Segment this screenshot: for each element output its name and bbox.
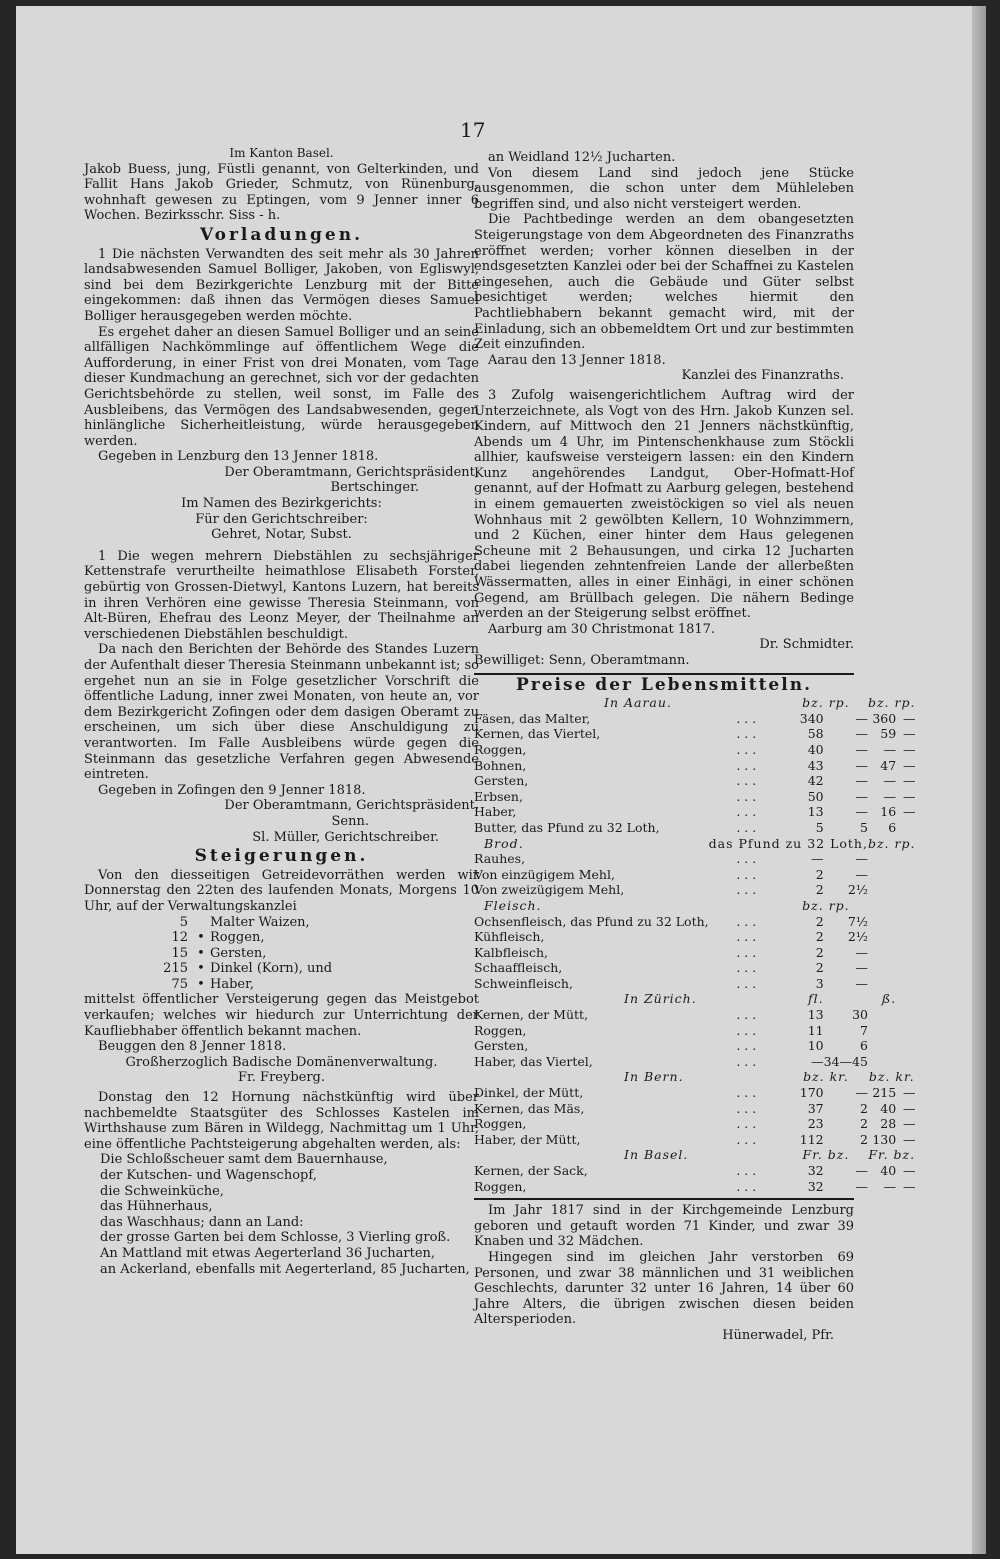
price-value: 16	[880, 804, 897, 820]
price-item: Gersten,	[474, 773, 529, 789]
price-value: 43	[807, 757, 824, 773]
grain-row: 215 • Dinkel (Korn), und	[163, 961, 333, 977]
table-section-header: Brod. das Pfund zu 32 Loth, bz. rp.	[484, 835, 916, 851]
price-value: 112	[799, 1131, 824, 1147]
right-column	[474, 150, 916, 1344]
price-value: 2½	[847, 882, 868, 898]
price-value: 6	[888, 819, 897, 835]
table-row: Von einzügigem Mehl, . . . 2 —	[474, 866, 868, 882]
price-value: —	[855, 1163, 868, 1178]
price-value: 2	[860, 1100, 868, 1116]
lenzburg-births: Im Jahr 1817 sind in der Kirchgemeinde Lenzburg geboren und getauft worden 71 Kinder, und zwar 39 Knaben und 32 Mädchen.	[474, 1203, 854, 1250]
steigerung-3-given: Aarburg am 30 Christmonat 1817.	[488, 621, 716, 637]
property-item: der grosse Garten bei dem Schlosse, 3 Vierling groß.	[100, 1230, 451, 1246]
price-value: 130	[872, 1131, 897, 1147]
prices-heading: Preise der Lebensmitteln.	[515, 674, 812, 695]
approval-line: Bewilliget: Senn, Oberamtmann.	[474, 653, 690, 668]
table-section-header: In Aarau. bz. rp. bz. rp.	[604, 695, 916, 711]
vorladungen-heading: Vorladungen.	[200, 224, 363, 245]
property-item: an Ackerland, ebenfalls mit Aegerterland, 85 Jucharten,	[100, 1261, 470, 1277]
price-value: —	[855, 944, 868, 960]
price-value: —	[855, 866, 868, 882]
table-section-header: In Zürich. fl. ß.	[624, 991, 897, 1007]
page-number: 17	[460, 118, 486, 142]
price-value: 11	[807, 1022, 824, 1038]
property-item: die Schweinküche,	[100, 1183, 224, 1199]
price-value: —	[902, 741, 916, 757]
table-row: Gersten, . . . 10 6	[474, 1038, 868, 1054]
steigerung-2-paragraph: Donstag den 12 Hornung nächstkünftig wird über nachbemeldte Staatsgüter des Schlosses Kastelen im Wirthshause zum Bären in Wildegg, Nachmittag um 1 Uhr, eine öffentliche Pachtsteigerung abgehalten werden, als:	[84, 1090, 479, 1152]
price-item: Schaaffleisch,	[474, 960, 563, 976]
price-value: 2	[815, 913, 824, 929]
section-divider	[474, 1198, 854, 1200]
price-item: Roggen,	[474, 1022, 527, 1038]
price-value: —	[902, 1116, 916, 1132]
kanton-basel-text: Jakob Buess, jung, Füstli genannt, von Gelterkinden, und Fallit Hans Jakob Grieder, Schmutz, von Rünenburg, wohnhaft gewesen zu Eptingen, vom 9 Jenner inner 6 Wochen. Bezirksschr. Siss - h.	[84, 161, 479, 224]
price-value: —	[902, 1131, 916, 1147]
price-value: —	[855, 741, 868, 757]
price-item: Roggen,	[474, 1116, 527, 1132]
price-item: Haber, das Viertel,	[474, 1053, 593, 1069]
grain-row: 12 • Roggen,	[171, 930, 265, 946]
price-value: 2	[860, 1131, 868, 1147]
price-value: 360	[872, 710, 897, 726]
price-value	[896, 820, 915, 836]
steigerung-3-paragraph: 3 Zufolg waisengerichtlichem Auftrag wird der Unterzeichnete, als Vogt von des Hrn. Jakob Kunzen sel. Kindern, auf Mittwoch den 21 Jenners nächstkünftig, Abends um 4 Uhr, im Pintenschenkhause zum Stöckli allhier, kaufsweise versteigern lassen: ein den Kindern Kunz angehörendes Landgut, Ober-Hofmatt-Hof genannt, auf der Hofmatt zu Aarburg gelegen, bestehend in einem gemauerten zweistöckigen so viel als neuen Wohnhaus mit 2 gewölbten Kellern, 10 Wohnzimmern, und 2 Küchen, einer hinter dem Haus gelegenen Scheune mit 2 Behausungen, und cirka 12 Jucharten dabei liegenden zehntenfreien Lande der allerbeßten Wässermatten, alles in einer Einhägi, in einer schönen Gegend, am Brüllbach gelegen. Die nähern Bedinge werden an der Steigerung selbst eröffnet.	[474, 387, 854, 622]
price-value: —	[902, 1100, 916, 1116]
table-row: Dinkel, der Mütt, . . . 170 — 215 —	[474, 1085, 916, 1101]
price-item: Butter, das Pfund zu 32 Loth,	[474, 819, 660, 835]
vorladung-1-given: Gegeben in Lenzburg den 13 Jenner 1818.	[98, 449, 379, 465]
left-column	[84, 146, 479, 1277]
price-value: 42	[807, 773, 824, 789]
price-item: Schweinfleisch,	[474, 975, 573, 991]
price-value: 23	[807, 1116, 824, 1132]
price-value: —	[902, 726, 916, 742]
vorladung-1-clerk-name: Gehret, Notar, Subst.	[211, 527, 352, 543]
table-row: Haber, das Viertel, . . . — 34—45	[474, 1053, 868, 1069]
vorladung-2-paragraph-2: Da nach den Berichten der Behörde des Standes Luzern der Aufenthalt dieser Theresia Steinmann unbekannt ist; so ergehet nun an sie in Folge gesetzlicher Vorschrift die öffentliche Ladung, inner zwei Monaten, von heute an, vor dem Bezirkgericht Zofingen oder dem dasigen Oberamt zu erscheinen, um sich über diese Anschuldigung zu verantworten. Im Falle Ausbleibens würde gegen die Steinmann das gesetzliche Verfahren gegen Abwesende eintreten.	[84, 642, 479, 783]
vorladung-1-paragraph-2: Es ergehet daher an diesen Samuel Bolliger und an seine allfälligen Nachkömmlinge auf öffentlichem Wege die Aufforderung, in einer Frist von drei Monaten, vom Tage dieser Kundmachung an gerechnet, sich vor der gedachten Gerichtsbehörde zu stellen, weil sonst, im Falle des Ausbleibens, das Vermögen des Landsabwesenden, gegen hinlängliche Sicherheitleistung, würde herausgegeben werden.	[84, 324, 479, 449]
newspaper-page	[16, 6, 986, 1554]
price-value: 32	[807, 1163, 824, 1178]
price-value: —	[855, 1085, 868, 1101]
price-value: —	[811, 851, 824, 867]
price-value: —	[902, 788, 916, 804]
price-value: —	[855, 726, 868, 742]
price-value: —	[902, 757, 916, 773]
price-item: Kernen, der Mütt,	[474, 1007, 589, 1023]
price-value: 2	[815, 960, 824, 976]
property-item: der Kutschen- und Wagenschopf,	[100, 1168, 317, 1183]
price-item: Rauhes,	[474, 851, 526, 867]
price-value: 58	[807, 726, 824, 742]
steigerung-1-signature-name: Fr. Freyberg.	[237, 1070, 326, 1086]
price-value: —	[902, 710, 916, 726]
price-value: —	[855, 788, 868, 804]
price-value: —	[902, 773, 916, 789]
price-value: —	[883, 741, 897, 757]
price-value: —	[855, 757, 868, 773]
table-row: Rauhes, . . . — —	[474, 851, 868, 867]
table-row: Ochsenfleisch, das Pfund zu 32 Loth, . . . 2 7½	[474, 913, 868, 929]
vorladung-2-signature: Der Oberamtmann, Gerichtspräsident,	[224, 798, 479, 814]
lenzburg-deaths: Hingegen sind im gleichen Jahr verstorben 69 Personen, und zwar 38 männlichen und 31 weiblichen Geschlechts, darunter 32 unter 16 Jahren, 14 über 60 Jahre Alters, die übrigen zwischen diesen beiden Altersperioden.	[474, 1249, 854, 1328]
price-item: Dinkel, der Mütt,	[474, 1085, 584, 1101]
price-value: 2	[815, 882, 824, 898]
price-value: —	[855, 710, 868, 726]
price-value: 6	[860, 1038, 868, 1054]
price-item: Gersten,	[474, 1038, 529, 1054]
price-value: 2½	[847, 929, 868, 945]
price-value: 40	[880, 1163, 897, 1178]
steigerung-3-signature: Dr. Schmidter.	[759, 637, 854, 653]
price-value: —	[811, 1053, 824, 1069]
vorladung-2-given: Gegeben in Zofingen den 9 Jenner 1818.	[98, 782, 366, 798]
vorladung-1-signature-name: Bertschinger.	[330, 480, 419, 496]
price-value: —	[855, 804, 868, 820]
price-item: Fäsen, das Malter,	[474, 710, 591, 726]
table-row: Schaaffleisch, . . . 2 —	[474, 960, 868, 976]
price-value: 215	[872, 1085, 897, 1101]
table-row: Fäsen, das Malter, . . . 340 — 360 —	[474, 710, 916, 726]
price-value: —	[902, 1085, 916, 1101]
prices-table	[474, 695, 915, 1194]
table-row: Kernen, der Sack, . . . 32 — 40 —	[474, 1163, 916, 1178]
table-row: Haber, der Mütt, . . . 112 2 130 —	[474, 1131, 916, 1147]
weidland-line: an Weidland 12½ Jucharten.	[488, 150, 676, 165]
price-value: —	[855, 851, 868, 867]
price-value: 40	[880, 1100, 897, 1116]
table-row: Roggen, . . . 32 — — —	[474, 1178, 916, 1194]
price-value: —	[855, 975, 868, 991]
table-row: Butter, das Pfund zu 32 Loth, . . . 5 5 6	[474, 820, 915, 836]
grain-row: 5 Malter Waizen,	[179, 914, 310, 930]
price-value: —	[902, 1163, 916, 1178]
price-item: Roggen,	[474, 741, 527, 757]
steigerung-2-signature: Kanzlei des Finanzraths.	[681, 368, 844, 384]
price-item: Kernen, der Sack,	[474, 1163, 588, 1178]
vorladung-1-clerk: Für den Gerichtschreiber:	[195, 511, 368, 527]
table-row: Roggen, . . . 40 — — —	[474, 741, 916, 757]
table-section-header: In Basel. Fr. bz. Fr. bz.	[624, 1147, 916, 1163]
price-value: —	[902, 1178, 916, 1194]
price-item: Kalbfleisch,	[474, 944, 548, 960]
price-value: —	[855, 773, 868, 789]
price-value: —	[902, 804, 916, 820]
price-item: Ochsenfleisch, das Pfund zu 32 Loth,	[474, 913, 709, 929]
grain-list	[84, 915, 479, 993]
vorladung-1-signature: Der Oberamtmann, Gerichtspräsident,	[224, 464, 479, 480]
table-row: Erbsen, . . . 50 — — —	[474, 788, 916, 804]
price-value: 7	[860, 1022, 868, 1038]
price-value: 50	[807, 788, 824, 804]
price-item: Von zweizügigem Mehl,	[474, 882, 625, 898]
price-value: 2	[815, 929, 824, 945]
table-row: Roggen, . . . 23 2 28 —	[474, 1116, 916, 1132]
price-item: Kernen, das Viertel,	[474, 726, 601, 742]
table-row: Haber, . . . 13 — 16 —	[474, 804, 916, 820]
price-value: 5	[815, 819, 824, 835]
price-value: 7½	[847, 913, 868, 929]
table-row: Kernen, das Viertel, . . . 58 — 59 —	[474, 726, 916, 742]
property-item: Die Schloßscheuer samt dem Bauernhause,	[100, 1152, 388, 1168]
price-value: 32	[807, 1178, 824, 1194]
price-item: Erbsen,	[474, 788, 523, 804]
table-section-header: In Bern. bz. kr. bz. kr.	[624, 1069, 915, 1085]
price-value: 59	[880, 726, 897, 742]
table-row: Kernen, der Mütt, . . . 13 30	[474, 1007, 868, 1023]
price-value: 3	[815, 975, 824, 991]
price-value: 30	[852, 1007, 868, 1023]
kanton-basel-heading: Im Kanton Basel.	[229, 146, 334, 160]
table-row: Kalbfleisch, . . . 2 —	[474, 944, 868, 960]
price-item: Bohnen,	[474, 757, 527, 773]
table-row: Gersten, . . . 42 — — —	[474, 773, 916, 789]
property-item: das Hühnerhaus,	[100, 1199, 213, 1215]
table-section-header: Fleisch. bz. rp.	[484, 897, 850, 913]
price-item: Kernen, das Mäs,	[474, 1100, 585, 1116]
price-value: —	[855, 960, 868, 976]
price-value: 340	[799, 710, 824, 726]
grain-row: 75 • Haber,	[171, 976, 255, 992]
steigerungen-heading: Steigerungen.	[194, 846, 369, 867]
vorladung-1-court: Im Namen des Bezirkgerichts:	[181, 496, 382, 512]
price-item: Haber, der Mütt,	[474, 1131, 581, 1147]
price-value: 2	[815, 866, 824, 882]
table-row: Kühfleisch, . . . 2 2½	[474, 929, 868, 945]
price-value: 34—45	[823, 1053, 868, 1069]
price-value: 28	[880, 1116, 897, 1132]
table-row: Kernen, das Mäs, . . . 37 2 40 —	[474, 1100, 916, 1116]
price-value: 10	[807, 1038, 824, 1054]
price-value: —	[883, 773, 897, 789]
grain-row: 15 • Gersten,	[171, 945, 267, 961]
price-value: 47	[880, 757, 897, 773]
price-item: Haber,	[474, 804, 517, 820]
price-value: 13	[807, 1007, 824, 1023]
table-row: Schweinfleisch, . . . 3 —	[474, 975, 868, 991]
vorladung-1-paragraph: 1 Die nächsten Verwandten des seit mehr als 30 Jahren landsabwesenden Samuel Bolliger, Jakoben, von Egliswyl, sind bei dem Bezirkgerichte Lenzburg mit der Bitte eingekommen: daß ihnen das Vermögen dieses Samuel Bolliger herausgegeben werden möchte.	[84, 246, 479, 324]
price-value: 37	[807, 1100, 824, 1116]
steigerung-1-given: Beuggen den 8 Jenner 1818.	[98, 1039, 287, 1055]
table-row: Von zweizügigem Mehl, . . . 2 2½	[474, 882, 868, 898]
table-row: Bohnen, . . . 43 — 47 —	[474, 757, 916, 773]
steigerung-1-signature: Großherzoglich Badische Domänenverwaltung.	[125, 1054, 438, 1070]
vorladung-2-signature-name: Senn.	[331, 813, 369, 829]
price-value: —	[883, 1178, 897, 1194]
steigerung-2-paragraph-2: Von diesem Land sind jedoch jene Stücke ausgenommen, die schon unter dem Mühleleben begriffen sind, und also nicht versteigert werden.	[474, 165, 854, 212]
table-row: Roggen, . . . 11 7	[474, 1022, 868, 1038]
steigerung-1-paragraph-2: mittelst öffentlicher Versteigerung gegen das Meistgebot verkaufen; welches wir hiedurch zur Unterrichtung der Kaufliebhaber öffentlich bekannt machen.	[84, 992, 479, 1039]
steigerung-2-given: Aarau den 13 Jenner 1818.	[488, 352, 666, 368]
property-item: An Mattland mit etwas Aegerterland 36 Jucharten,	[100, 1245, 436, 1261]
price-value: —	[855, 1178, 868, 1194]
price-item: Kühfleisch,	[474, 929, 545, 945]
vorladung-2-paragraph: 1 Die wegen mehrern Diebstählen zu sechsjähriger Kettenstrafe verurtheilte heimathlose Elisabeth Forster, gebürtig von Grossen-Dietwyl, Kantons Luzern, hat bereits in ihren Verhören eine gewisse Theresia Steinmann, von Alt-Büren, Ehefrau des Leonz Meyer, der Theilnahme an verschiedenen Diebstählen beschuldigt.	[84, 548, 479, 642]
price-value: 13	[807, 804, 824, 820]
price-value: —	[883, 788, 897, 804]
price-value: 2	[815, 944, 824, 960]
property-item: das Waschhaus; dann an Land:	[100, 1214, 304, 1230]
price-value: 170	[799, 1085, 824, 1101]
steigerung-2-paragraph-3: Die Pachtbedinge werden an dem obangesetzten Steigerungstage von dem Abgeordneten des Finanzraths eröffnet werden; vorher können dieselben in der endsgesetzten Kanzlei oder bei der Schaffnei zu Kastelen eingesehen, auch die Gebäude und Güter selbst besichtiget werden; welches hiermit den Pachtliebhabern bekannt gemacht wird, mit der Einladung, sich an obbemeldtem Ort und zur bestimmten Zeit einzufinden.	[474, 212, 854, 353]
lenzburg-signature: Hünerwadel, Pfr.	[722, 1327, 834, 1343]
price-value: 5	[860, 819, 868, 835]
price-value: 2	[860, 1116, 868, 1132]
vorladung-2-clerk: Sl. Müller, Gerichtschreiber.	[252, 829, 439, 845]
price-item: Von einzügigem Mehl,	[474, 866, 615, 882]
price-value: 40	[807, 741, 824, 757]
steigerung-1-paragraph: Von den diesseitigen Getreidevorräthen werden wir Donnerstag den 22ten des laufenden Monats, Morgens 10 Uhr, auf der Verwaltungskanzlei	[84, 867, 479, 914]
price-item: Roggen,	[474, 1178, 527, 1194]
